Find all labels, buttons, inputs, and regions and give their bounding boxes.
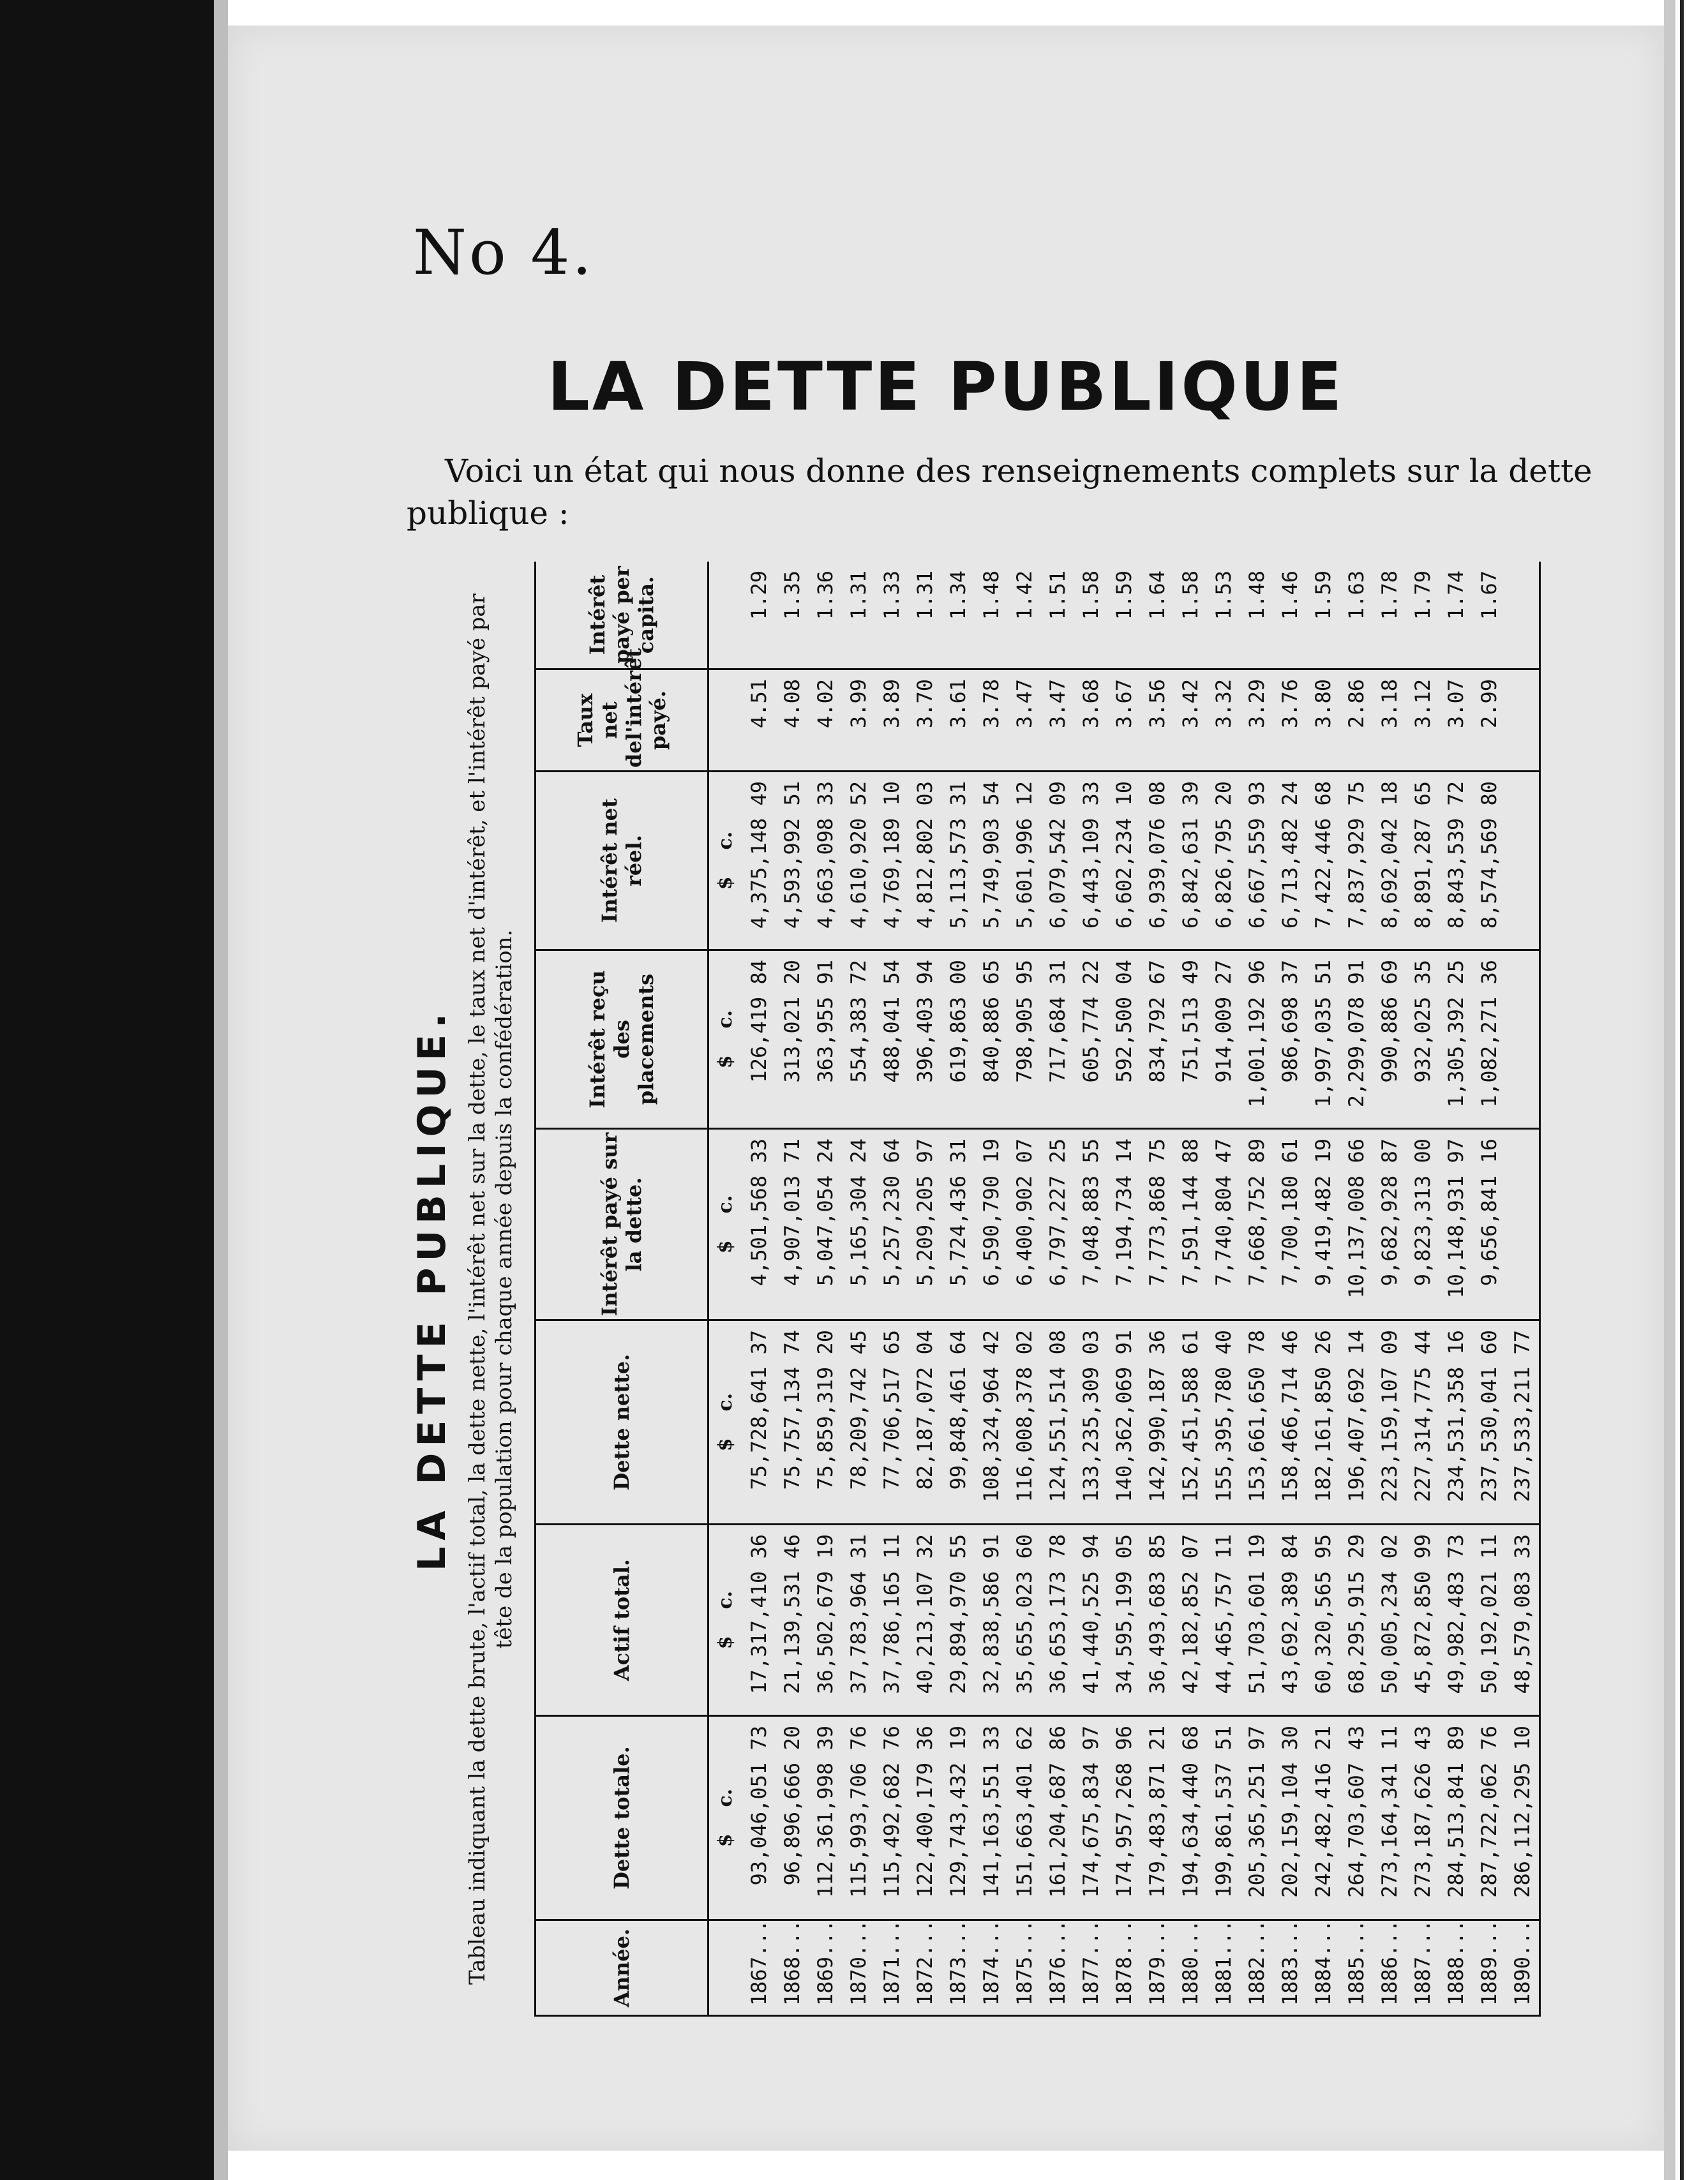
scan-right-line <box>1680 0 1684 2180</box>
cell-interet-paye: 10,137,008 66 <box>1340 1129 1373 1320</box>
cell-dette-totale: 194,634,440 68 <box>1174 1716 1207 1920</box>
cell-dette-totale: 284,513,841 89 <box>1439 1716 1472 1920</box>
cell-interet-recu: 798,905 95 <box>1008 950 1041 1129</box>
table-header-row <box>536 562 708 2016</box>
cell-annee: 1890... <box>1506 1920 1540 2016</box>
table-row <box>1174 562 1207 2016</box>
cell-interet-net: 5,749,903 54 <box>975 772 1008 950</box>
cell-actif-total: 41,440,525 94 <box>1074 1525 1107 1716</box>
cell-annee: 1869... <box>809 1920 842 2016</box>
table-row <box>842 562 875 2016</box>
cell-interet-per-capita: 1.79 <box>1406 562 1439 669</box>
cell-taux-net: 3.89 <box>875 669 908 772</box>
cell-interet-per-capita: 1.48 <box>975 562 1008 669</box>
unit-dollar: $ <box>714 876 737 890</box>
cell-interet-recu <box>1506 950 1540 1129</box>
cell-actif-total: 36,493,683 85 <box>1141 1525 1174 1716</box>
cell-dette-totale: 264,703,607 43 <box>1340 1716 1373 1920</box>
header-actif-total: Actif total. <box>536 1525 708 1716</box>
cell-interet-paye: 4,501,568 33 <box>742 1129 775 1320</box>
cell-dette-totale: 161,204,687 86 <box>1041 1716 1074 1920</box>
cell-taux-net: 2.86 <box>1340 669 1373 772</box>
cell-interet-net: 8,843,539 72 <box>1439 772 1472 950</box>
cell-dette-totale: 151,663,401 62 <box>1008 1716 1041 1920</box>
cell-interet-per-capita: 1.31 <box>908 562 941 669</box>
table-row <box>1307 562 1340 2016</box>
cell-interet-per-capita: 1.67 <box>1472 562 1506 669</box>
cell-annee: 1881... <box>1207 1920 1240 2016</box>
cell-actif-total: 44,465,757 11 <box>1207 1525 1240 1716</box>
unit-dollar: $ <box>714 1055 737 1069</box>
cell-taux-net: 3.67 <box>1107 669 1141 772</box>
cell-annee: 1873... <box>941 1920 975 2016</box>
cell-taux-net: 3.18 <box>1373 669 1406 772</box>
cell-annee: 1868... <box>775 1920 809 2016</box>
cell-actif-total: 37,786,165 11 <box>875 1525 908 1716</box>
table-heading: LA DETTE PUBLIQUE. <box>410 1007 454 1571</box>
unit-dollar: $ <box>714 1438 737 1452</box>
table-row <box>1340 562 1373 2016</box>
cell-interet-paye: 5,209,205 97 <box>908 1129 941 1320</box>
cell-taux-net <box>1506 669 1540 772</box>
cell-interet-net: 6,443,109 33 <box>1074 772 1107 950</box>
cell-interet-per-capita: 1.53 <box>1207 562 1240 669</box>
cell-interet-net: 5,113,573 31 <box>941 772 975 950</box>
cell-taux-net: 3.78 <box>975 669 1008 772</box>
scan-right-edge <box>1664 0 1675 2180</box>
units-cell <box>708 1716 743 1920</box>
cell-annee: 1886... <box>1373 1920 1406 2016</box>
cell-interet-paye: 7,740,804 47 <box>1207 1129 1240 1320</box>
cell-interet-paye: 5,047,054 24 <box>809 1129 842 1320</box>
cell-annee: 1880... <box>1174 1920 1207 2016</box>
cell-interet-net: 8,692,042 18 <box>1373 772 1406 950</box>
cell-dette-nette: 152,451,588 61 <box>1174 1320 1207 1525</box>
cell-interet-net: 7,837,929 75 <box>1340 772 1373 950</box>
cell-taux-net: 2.99 <box>1472 669 1506 772</box>
cell-annee: 1888... <box>1439 1920 1472 2016</box>
cell-interet-per-capita: 1.36 <box>809 562 842 669</box>
cell-interet-net: 4,812,802 03 <box>908 772 941 950</box>
cell-dette-nette: 108,324,964 42 <box>975 1320 1008 1525</box>
cell-dette-nette: 155,395,780 40 <box>1207 1320 1240 1525</box>
cell-dette-totale: 205,365,251 97 <box>1240 1716 1273 1920</box>
cell-interet-per-capita: 1.63 <box>1340 562 1373 669</box>
cell-dette-nette: 140,362,069 91 <box>1107 1320 1141 1525</box>
cell-dette-totale: 141,163,551 33 <box>975 1716 1008 1920</box>
cell-interet-per-capita: 1.51 <box>1041 562 1074 669</box>
cell-taux-net: 3.76 <box>1273 669 1307 772</box>
cell-dette-nette: 77,706,517 65 <box>875 1320 908 1525</box>
cell-interet-paye: 7,194,734 14 <box>1107 1129 1141 1320</box>
cell-dette-totale: 174,957,268 96 <box>1107 1716 1141 1920</box>
debt-table-block <box>400 562 1626 2017</box>
cell-annee: 1875... <box>1008 1920 1041 2016</box>
units-cell <box>708 1920 743 2016</box>
table-row <box>1041 562 1074 2016</box>
scan-left-border <box>0 0 214 2180</box>
unit-cents: c. <box>714 1392 737 1412</box>
header-interet-recu: Intérêt reçu des placements <box>536 950 708 1129</box>
cell-interet-net <box>1506 772 1540 950</box>
cell-actif-total: 36,502,679 19 <box>809 1525 842 1716</box>
header-dette-totale: Dette totale. <box>536 1716 708 1920</box>
table-body <box>708 562 1540 2016</box>
cell-interet-recu: 126,419 84 <box>742 950 775 1129</box>
cell-interet-net: 4,593,992 51 <box>775 772 809 950</box>
unit-cents: c. <box>714 1010 737 1029</box>
cell-interet-per-capita: 1.31 <box>842 562 875 669</box>
header-annee: Année. <box>536 1920 708 2016</box>
cell-dette-nette: 227,314,775 44 <box>1406 1320 1439 1525</box>
cell-interet-recu: 990,886 69 <box>1373 950 1406 1129</box>
cell-dette-totale: 273,187,626 43 <box>1406 1716 1439 1920</box>
cell-dette-nette: 133,235,309 03 <box>1074 1320 1107 1525</box>
cell-dette-nette: 153,661,650 78 <box>1240 1320 1273 1525</box>
cell-interet-recu: 2,299,078 91 <box>1340 950 1373 1129</box>
cell-interet-net: 6,939,076 08 <box>1141 772 1174 950</box>
cell-annee: 1887... <box>1406 1920 1439 2016</box>
cell-dette-totale: 179,483,871 21 <box>1141 1716 1174 1920</box>
unit-dollar: $ <box>714 1240 737 1254</box>
table-row <box>1439 562 1472 2016</box>
cell-taux-net: 3.42 <box>1174 669 1207 772</box>
cell-annee: 1867... <box>742 1920 775 2016</box>
cell-dette-nette: 196,407,692 14 <box>1340 1320 1373 1525</box>
cell-dette-nette: 223,159,107 09 <box>1373 1320 1406 1525</box>
cell-interet-recu: 1,001,192 96 <box>1240 950 1273 1129</box>
unit-cents: c. <box>714 831 737 850</box>
cell-dette-totale: 199,861,537 51 <box>1207 1716 1240 1920</box>
cell-actif-total: 37,783,964 31 <box>842 1525 875 1716</box>
intro-paragraph: Voici un état qui nous donne des renseignements complets sur la dette publique : <box>407 452 1592 532</box>
cell-dette-totale: 122,400,179 36 <box>908 1716 941 1920</box>
cell-interet-paye <box>1506 1129 1540 1320</box>
cell-interet-net: 8,891,287 65 <box>1406 772 1439 950</box>
cell-dette-totale: 286,112,295 10 <box>1506 1716 1540 1920</box>
cell-taux-net: 4.02 <box>809 669 842 772</box>
cell-dette-totale: 242,482,416 21 <box>1307 1716 1340 1920</box>
cell-dette-totale: 273,164,341 11 <box>1373 1716 1406 1920</box>
scan-left-strip <box>214 0 228 2180</box>
header-interet-net: Intérêt net réel. <box>536 772 708 950</box>
cell-interet-paye: 6,797,227 25 <box>1041 1129 1074 1320</box>
table-row <box>908 562 941 2016</box>
units-cell <box>708 772 743 950</box>
cell-interet-paye: 4,907,013 71 <box>775 1129 809 1320</box>
cell-interet-paye: 7,591,144 88 <box>1174 1129 1207 1320</box>
cell-dette-nette: 78,209,742 45 <box>842 1320 875 1525</box>
cell-interet-per-capita: 1.64 <box>1141 562 1174 669</box>
cell-dette-nette: 75,728,641 37 <box>742 1320 775 1525</box>
cell-interet-per-capita: 1.33 <box>875 562 908 669</box>
cell-interet-net: 4,610,920 52 <box>842 772 875 950</box>
document-page <box>228 26 1664 2151</box>
header-interet-paye: Intérêt payé sur la dette. <box>536 1129 708 1320</box>
debt-table <box>534 562 1541 2017</box>
cell-dette-nette: 124,551,514 08 <box>1041 1320 1074 1525</box>
cell-actif-total: 21,139,531 46 <box>775 1525 809 1716</box>
cell-taux-net: 3.70 <box>908 669 941 772</box>
cell-annee: 1877... <box>1074 1920 1107 2016</box>
table-row <box>975 562 1008 2016</box>
cell-taux-net: 3.07 <box>1439 669 1472 772</box>
cell-interet-net: 4,375,148 49 <box>742 772 775 950</box>
table-row <box>1074 562 1107 2016</box>
cell-actif-total: 29,894,970 55 <box>941 1525 975 1716</box>
cell-interet-paye: 5,165,304 24 <box>842 1129 875 1320</box>
cell-dette-totale: 202,159,104 30 <box>1273 1716 1307 1920</box>
cell-interet-recu: 605,774 22 <box>1074 950 1107 1129</box>
cell-actif-total: 34,595,199 05 <box>1107 1525 1141 1716</box>
table-row <box>1472 562 1506 2016</box>
cell-interet-recu: 834,792 67 <box>1141 950 1174 1129</box>
cell-interet-recu: 313,021 20 <box>775 950 809 1129</box>
cell-interet-recu: 986,698 37 <box>1273 950 1307 1129</box>
cell-dette-nette: 75,757,134 74 <box>775 1320 809 1525</box>
table-row <box>1406 562 1439 2016</box>
cell-actif-total: 32,838,586 91 <box>975 1525 1008 1716</box>
cell-interet-per-capita: 1.29 <box>742 562 775 669</box>
cell-taux-net: 3.47 <box>1008 669 1041 772</box>
cell-interet-per-capita: 1.35 <box>775 562 809 669</box>
table-row <box>1008 562 1041 2016</box>
cell-interet-recu: 840,886 65 <box>975 950 1008 1129</box>
cell-interet-per-capita: 1.74 <box>1439 562 1472 669</box>
cell-interet-paye: 6,400,902 07 <box>1008 1129 1041 1320</box>
cell-annee: 1878... <box>1107 1920 1141 2016</box>
cell-annee: 1883... <box>1273 1920 1307 2016</box>
cell-interet-recu: 717,684 31 <box>1041 950 1074 1129</box>
cell-interet-paye: 5,257,230 64 <box>875 1129 908 1320</box>
table-row <box>1207 562 1240 2016</box>
cell-interet-recu: 1,997,035 51 <box>1307 950 1340 1129</box>
page-title: LA DETTE PUBLIQUE <box>547 348 1345 426</box>
cell-dette-totale: 129,743,432 19 <box>941 1716 975 1920</box>
cell-interet-recu: 363,955 91 <box>809 950 842 1129</box>
cell-actif-total: 51,703,601 19 <box>1240 1525 1273 1716</box>
cell-actif-total: 17,317,410 36 <box>742 1525 775 1716</box>
cell-actif-total: 50,192,021 11 <box>1472 1525 1506 1716</box>
cell-actif-total: 35,655,023 60 <box>1008 1525 1041 1716</box>
table-row <box>775 562 809 2016</box>
cell-annee: 1870... <box>842 1920 875 2016</box>
cell-dette-nette: 82,187,072 04 <box>908 1320 941 1525</box>
cell-actif-total: 50,005,234 02 <box>1373 1525 1406 1716</box>
table-row <box>941 562 975 2016</box>
cell-interet-paye: 6,590,790 19 <box>975 1129 1008 1320</box>
cell-interet-paye: 5,724,436 31 <box>941 1129 975 1320</box>
cell-interet-per-capita: 1.48 <box>1240 562 1273 669</box>
cell-annee: 1885... <box>1340 1920 1373 2016</box>
cell-taux-net: 3.29 <box>1240 669 1273 772</box>
table-row <box>1506 562 1540 2016</box>
cell-interet-paye: 7,048,883 55 <box>1074 1129 1107 1320</box>
cell-interet-per-capita: 1.42 <box>1008 562 1041 669</box>
cell-actif-total: 43,692,389 84 <box>1273 1525 1307 1716</box>
cell-actif-total: 40,213,107 32 <box>908 1525 941 1716</box>
cell-annee: 1879... <box>1141 1920 1174 2016</box>
cell-interet-paye: 10,148,931 97 <box>1439 1129 1472 1320</box>
unit-cents: c. <box>714 1195 737 1214</box>
header-taux-net: Taux net del'intérêt payé. <box>536 669 708 772</box>
cell-taux-net: 3.80 <box>1307 669 1340 772</box>
cell-interet-paye: 9,656,841 16 <box>1472 1129 1506 1320</box>
unit-dollar: $ <box>714 1636 737 1650</box>
header-dette-nette: Dette nette. <box>536 1320 708 1525</box>
cell-dette-nette: 158,466,714 46 <box>1273 1320 1307 1525</box>
cell-interet-recu: 932,025 35 <box>1406 950 1439 1129</box>
unit-dollar: $ <box>714 1833 737 1848</box>
cell-dette-totale: 115,492,682 76 <box>875 1716 908 1920</box>
cell-dette-nette: 99,848,461 64 <box>941 1320 975 1525</box>
unit-cents: c. <box>714 1590 737 1609</box>
cell-dette-totale: 112,361,998 39 <box>809 1716 842 1920</box>
cell-dette-nette: 237,533,211 77 <box>1506 1320 1540 1525</box>
rotated-table-region <box>400 562 1626 2017</box>
cell-taux-net: 4.51 <box>742 669 775 772</box>
cell-actif-total: 48,579,083 33 <box>1506 1525 1540 1716</box>
cell-dette-nette: 237,530,041 60 <box>1472 1320 1506 1525</box>
cell-actif-total: 68,295,915 29 <box>1340 1525 1373 1716</box>
cell-actif-total: 36,653,173 78 <box>1041 1525 1074 1716</box>
units-cell <box>708 950 743 1129</box>
cell-dette-totale: 287,722,062 76 <box>1472 1716 1506 1920</box>
units-cell <box>708 1320 743 1525</box>
cell-interet-net: 4,663,098 33 <box>809 772 842 950</box>
cell-interet-per-capita: 1.34 <box>941 562 975 669</box>
cell-interet-paye: 9,419,482 19 <box>1307 1129 1340 1320</box>
cell-actif-total: 45,872,850 99 <box>1406 1525 1439 1716</box>
cell-interet-recu: 554,383 72 <box>842 950 875 1129</box>
cell-interet-net: 4,769,189 10 <box>875 772 908 950</box>
cell-interet-net: 6,842,631 39 <box>1174 772 1207 950</box>
cell-interet-net: 7,422,446 68 <box>1307 772 1340 950</box>
table-row <box>1373 562 1406 2016</box>
cell-interet-net: 5,601,996 12 <box>1008 772 1041 950</box>
cell-interet-recu: 1,305,392 25 <box>1439 950 1472 1129</box>
cell-annee: 1872... <box>908 1920 941 2016</box>
cell-interet-net: 8,574,569 80 <box>1472 772 1506 950</box>
cell-taux-net: 3.99 <box>842 669 875 772</box>
cell-interet-per-capita: 1.58 <box>1174 562 1207 669</box>
cell-interet-paye: 9,682,928 87 <box>1373 1129 1406 1320</box>
cell-dette-nette: 75,859,319 20 <box>809 1320 842 1525</box>
cell-interet-paye: 7,773,868 75 <box>1141 1129 1174 1320</box>
cell-actif-total: 60,320,565 95 <box>1307 1525 1340 1716</box>
cell-interet-recu: 1,082,271 36 <box>1472 950 1506 1129</box>
cell-taux-net: 3.61 <box>941 669 975 772</box>
units-row <box>708 562 743 2016</box>
cell-interet-paye: 7,668,752 89 <box>1240 1129 1273 1320</box>
cell-interet-recu: 592,500 04 <box>1107 950 1141 1129</box>
cell-taux-net: 3.47 <box>1041 669 1074 772</box>
units-cell <box>708 1129 743 1320</box>
cell-dette-nette: 234,531,358 16 <box>1439 1320 1472 1525</box>
cell-interet-recu: 619,863 00 <box>941 950 975 1129</box>
page-number: No 4. <box>413 217 594 288</box>
cell-taux-net: 4.08 <box>775 669 809 772</box>
cell-dette-totale: 96,896,666 20 <box>775 1716 809 1920</box>
cell-annee: 1884... <box>1307 1920 1340 2016</box>
units-cell <box>708 1525 743 1716</box>
cell-annee: 1874... <box>975 1920 1008 2016</box>
cell-dette-nette: 182,161,850 26 <box>1307 1320 1340 1525</box>
cell-interet-net: 6,713,482 24 <box>1273 772 1307 950</box>
cell-interet-per-capita: 1.59 <box>1307 562 1340 669</box>
units-cell <box>708 562 743 669</box>
cell-interet-recu: 751,513 49 <box>1174 950 1207 1129</box>
cell-annee: 1889... <box>1472 1920 1506 2016</box>
table-row <box>809 562 842 2016</box>
cell-interet-net: 6,602,234 10 <box>1107 772 1141 950</box>
header-interet-per-capita: Intérêt payé per capita. <box>536 562 708 669</box>
table-row <box>875 562 908 2016</box>
cell-interet-per-capita: 1.46 <box>1273 562 1307 669</box>
cell-interet-paye: 7,700,180 61 <box>1273 1129 1307 1320</box>
table-row <box>1273 562 1307 2016</box>
table-row <box>742 562 775 2016</box>
table-row <box>1107 562 1141 2016</box>
cell-dette-totale: 174,675,834 97 <box>1074 1716 1107 1920</box>
cell-interet-net: 6,826,795 20 <box>1207 772 1240 950</box>
cell-actif-total: 42,182,852 07 <box>1174 1525 1207 1716</box>
unit-cents: c. <box>714 1788 737 1807</box>
cell-interet-recu: 914,009 27 <box>1207 950 1240 1129</box>
cell-dette-totale: 115,993,706 76 <box>842 1716 875 1920</box>
cell-taux-net: 3.32 <box>1207 669 1240 772</box>
cell-interet-paye: 9,823,313 00 <box>1406 1129 1439 1320</box>
table-row <box>1240 562 1273 2016</box>
cell-interet-per-capita: 1.58 <box>1074 562 1107 669</box>
cell-interet-net: 6,667,559 93 <box>1240 772 1273 950</box>
cell-annee: 1876... <box>1041 1920 1074 2016</box>
cell-interet-per-capita: 1.59 <box>1107 562 1141 669</box>
cell-dette-nette: 116,008,378 02 <box>1008 1320 1041 1525</box>
cell-taux-net: 3.12 <box>1406 669 1439 772</box>
cell-annee: 1871... <box>875 1920 908 2016</box>
cell-dette-totale: 93,046,051 73 <box>742 1716 775 1920</box>
cell-annee: 1882... <box>1240 1920 1273 2016</box>
cell-interet-recu: 488,041 54 <box>875 950 908 1129</box>
cell-interet-recu: 396,403 94 <box>908 950 941 1129</box>
units-cell <box>708 669 743 772</box>
cell-interet-per-capita <box>1506 562 1540 669</box>
cell-interet-net: 6,079,542 09 <box>1041 772 1074 950</box>
table-caption: Tableau indiquant la dette brute, l'actif total, la dette nette, l'intérêt net sur la dette, le taux net d'intérêt, et l'intérêt payé par tête de la population pour chaque année depuis la confédération. <box>465 594 517 1985</box>
cell-dette-nette: 142,990,187 36 <box>1141 1320 1174 1525</box>
cell-taux-net: 3.56 <box>1141 669 1174 772</box>
table-row <box>1141 562 1174 2016</box>
cell-interet-per-capita: 1.78 <box>1373 562 1406 669</box>
cell-taux-net: 3.68 <box>1074 669 1107 772</box>
cell-actif-total: 49,982,483 73 <box>1439 1525 1472 1716</box>
